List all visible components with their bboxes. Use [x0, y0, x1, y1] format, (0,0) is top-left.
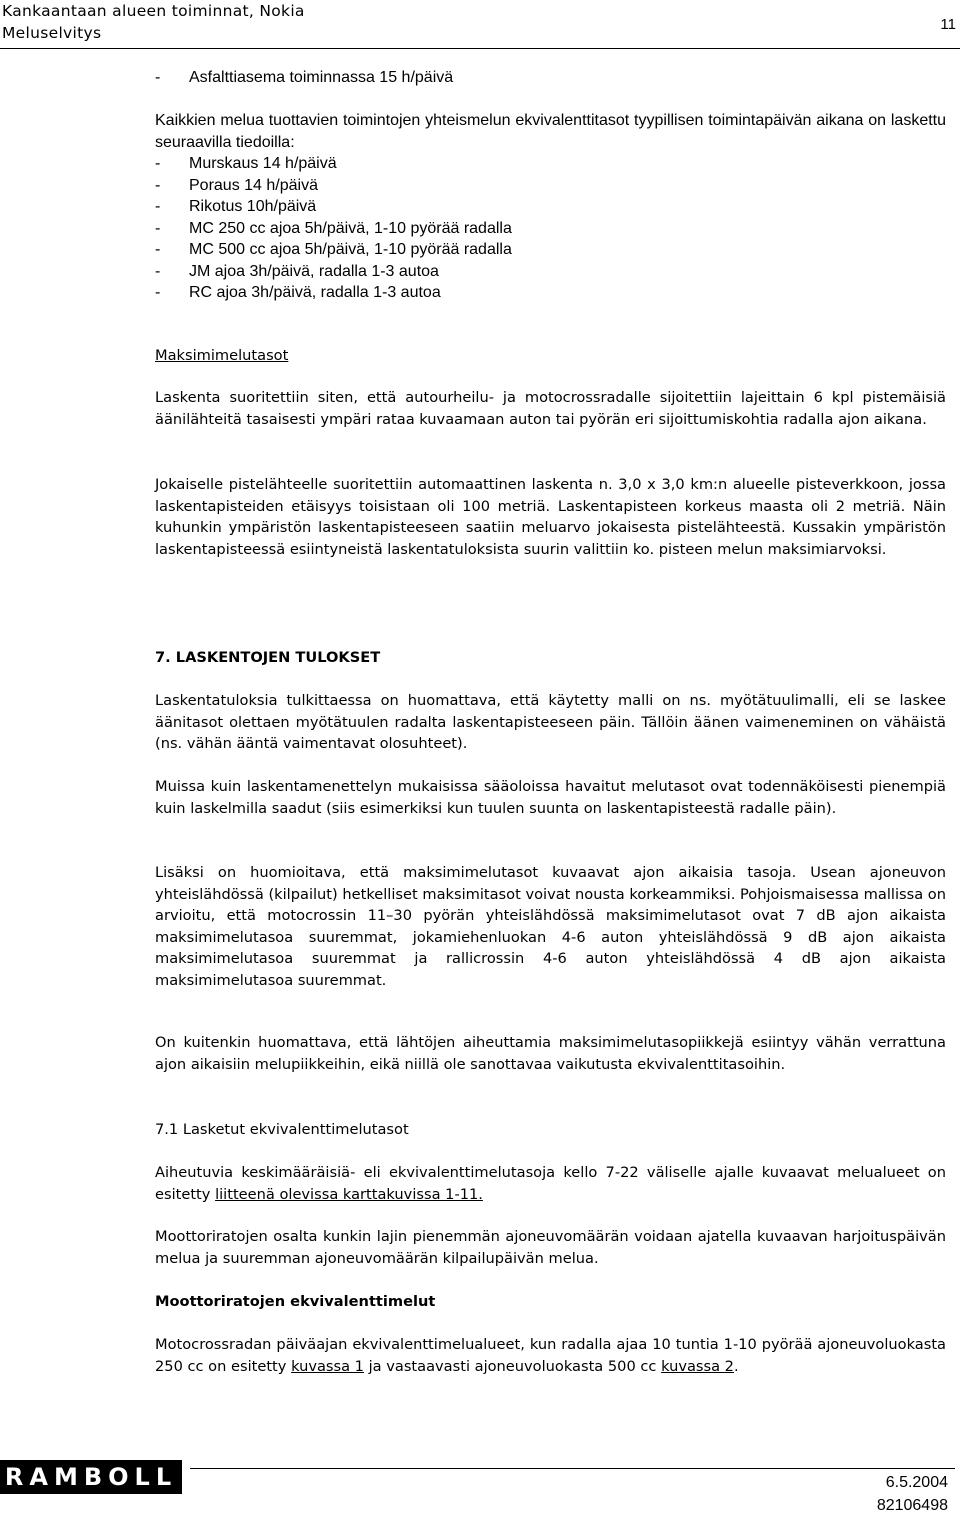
list-item-text: Murskaus 14 h/päivä [189, 155, 337, 172]
figure-1-link[interactable]: kuvassa 1 [291, 1357, 364, 1375]
list-item [155, 67, 960, 89]
list-item-text: Asfalttiasema toiminnassa 15 h/päivä [189, 69, 454, 86]
footer-project-code: 82106498 [876, 1497, 948, 1514]
bullet-dash: - [155, 241, 161, 258]
bullet-dash: - [155, 198, 161, 215]
list-item [155, 218, 946, 240]
paragraph: Laskentatuloksia tulkittaessa on huomattava, että käytetty malli on ns. myötätuulimalli, eli se laskee äänitasot olettaen myötätuulen radalta laskentapisteeseen päin. Tällöin äänen vaimeneminen on vähäistä (ns. vähän ääntä vaimentavat olosuhteet). [155, 692, 946, 753]
paragraph: Muissa kuin laskentamenettelyn mukaisissa sääoloissa havaitut melutasot ovat todennäköisesti pienempiä kuin laskelmilla saadut (siis esimerkiksi kun tuulen suunta on laskentapisteestä radalle päin). [155, 778, 946, 817]
paragraph: Laskenta suoritettiin siten, että autourheilu- ja motocrossradalle sijoitettiin lajeittain 6 kpl pistemäisiä äänilähteitä tasaisesti ympäri rataa kuvaamaan auton tai pyörän eri sijoittumiskohtia radalla ajon aikana. [155, 389, 946, 428]
appendix-maps-link[interactable]: liitteenä olevissa karttakuvissa 1-11. [215, 1185, 483, 1203]
paragraph-text: ja vastaavasti ajoneuvoluokasta 500 cc [363, 1357, 662, 1375]
list-item-text: Poraus 14 h/päivä [189, 176, 318, 194]
list-item [155, 282, 946, 304]
paragraph: Moottoriratojen osalta kunkin lajin pienemmän ajoneuvomäärän voidaan ajatella kuvaavan harjoituspäivän melua ja suuremman ajoneuvomäärän kilpailupäivän melua. [155, 1228, 946, 1267]
list-item-text: RC ajoa 3h/päivä, radalla 1-3 autoa [189, 284, 441, 301]
list-item-text: JM ajoa 3h/päivä, radalla 1-3 autoa [189, 262, 439, 280]
intro-paragraph: Kaikkien melua tuottavien toimintojen yhteismelun ekvivalenttitasot tyypillisen toimintapäivän aikana on laskettu seuraavilla tiedoilla: [155, 112, 946, 151]
paragraph [155, 1162, 946, 1205]
list-item [155, 196, 946, 218]
header-subtitle: Meluselvitys [2, 24, 102, 42]
subheading: Moottoriratojen ekvivalenttimelut [155, 1293, 436, 1310]
bullet-dash: - [155, 219, 161, 237]
paragraph-text: Motocrossradan päiväajan ekvivalenttimelualueet, kun radalla ajaa 10 tuntia 1-10 pyörää ajoneuvoluokasta 250 cc on esitetty [155, 1336, 946, 1375]
section-heading-max: Maksimimelutasot [155, 347, 289, 364]
footer-rule [190, 1468, 955, 1469]
header-title: Kankaantaan alueen toiminnat, Nokia [2, 2, 305, 20]
list-item-text: MC 250 cc ajoa 5h/päivä, 1-10 pyörää radalla [189, 219, 512, 237]
ramboll-logo: RAMBOLL [0, 1460, 182, 1494]
footer-date: 6.5.2004 [885, 1474, 948, 1491]
bullet-dash: - [155, 262, 161, 280]
paragraph: Lisäksi on huomioitava, että maksimimelutasot kuvaavat ajon aikaisia tasoja. Usean ajoneuvon yhteislähdössä (kilpailut) hetkelliset maksimitasot voivat nousta korkeammiksi. Pohjoismaisessa mallissa on arvioitu, että motocrossin 11–30 pyörän yhteislähdössä maksimimelutasot ovat 7 dB ajon aikaista maksimimelutasoa suuremmat, jokamiehenluokan 4-6 auton yhteislähdössä 9 dB ajon aikaista maksimimelutasoa suuremmat ja rallicrossin 4-6 auton yhteislähdössä 4 dB ajon aikaista maksimimelutasoa suuremmat. [155, 864, 946, 989]
bullet-list [155, 153, 946, 304]
figure-2-link[interactable]: kuvassa 2 [661, 1357, 734, 1375]
header-rule [0, 48, 960, 49]
list-item-text: MC 500 cc ajoa 5h/päivä, 1-10 pyörää radalla [189, 241, 512, 258]
page-body [155, 0, 946, 1375]
list-item [155, 153, 946, 175]
list-item [155, 239, 946, 261]
bullet-dash: - [155, 69, 161, 86]
paragraph [155, 1334, 946, 1377]
bullet-dash: - [155, 155, 161, 172]
paragraph: Jokaiselle pistelähteelle suoritettiin automaattinen laskenta n. 3,0 x 3,0 km:n alueelle pisteverkkoon, jossa laskentapisteiden etäisyys toisistaan oli 100 metriä. Laskentapisteen korkeus maasta oli 2 metriä. Näin kuhunkin ympäristön laskentapisteeseen saatiin meluarvo jokaisesta pistelähteestä. Kussakin ympäristön laskentapisteessä esiintyneistä laskentatuloksista suurin valittiin ko. pisteen melun maksimiarvoksi. [155, 476, 946, 558]
section-7-title: 7. LASKENTOJEN TULOKSET [155, 649, 381, 666]
paragraph-text: Aiheutuvia keskimääräisiä- eli ekvivalenttimelutasoja kello 7-22 väliselle ajalle kuvaavat melualueet on esitetty [155, 1164, 946, 1203]
paragraph: On kuitenkin huomattava, että lähtöjen aiheuttamia maksimimelutasopiikkejä esiintyy vähän verrattuna ajon aikaisiin melupiikkeihin, eikä niillä ole sanottavaa vaikutusta ekvivalenttitasoihin. [155, 1034, 946, 1073]
list-item-text: Rikotus 10h/päivä [189, 198, 317, 215]
bullet-dash: - [155, 284, 161, 301]
list-item [155, 261, 946, 283]
page-number: 11 [940, 16, 956, 33]
bullet-dash: - [155, 176, 161, 194]
section-7-1-title: 7.1 Lasketut ekvivalenttimelutasot [155, 1121, 409, 1138]
paragraph-text: . [733, 1357, 739, 1375]
list-item [155, 175, 946, 197]
